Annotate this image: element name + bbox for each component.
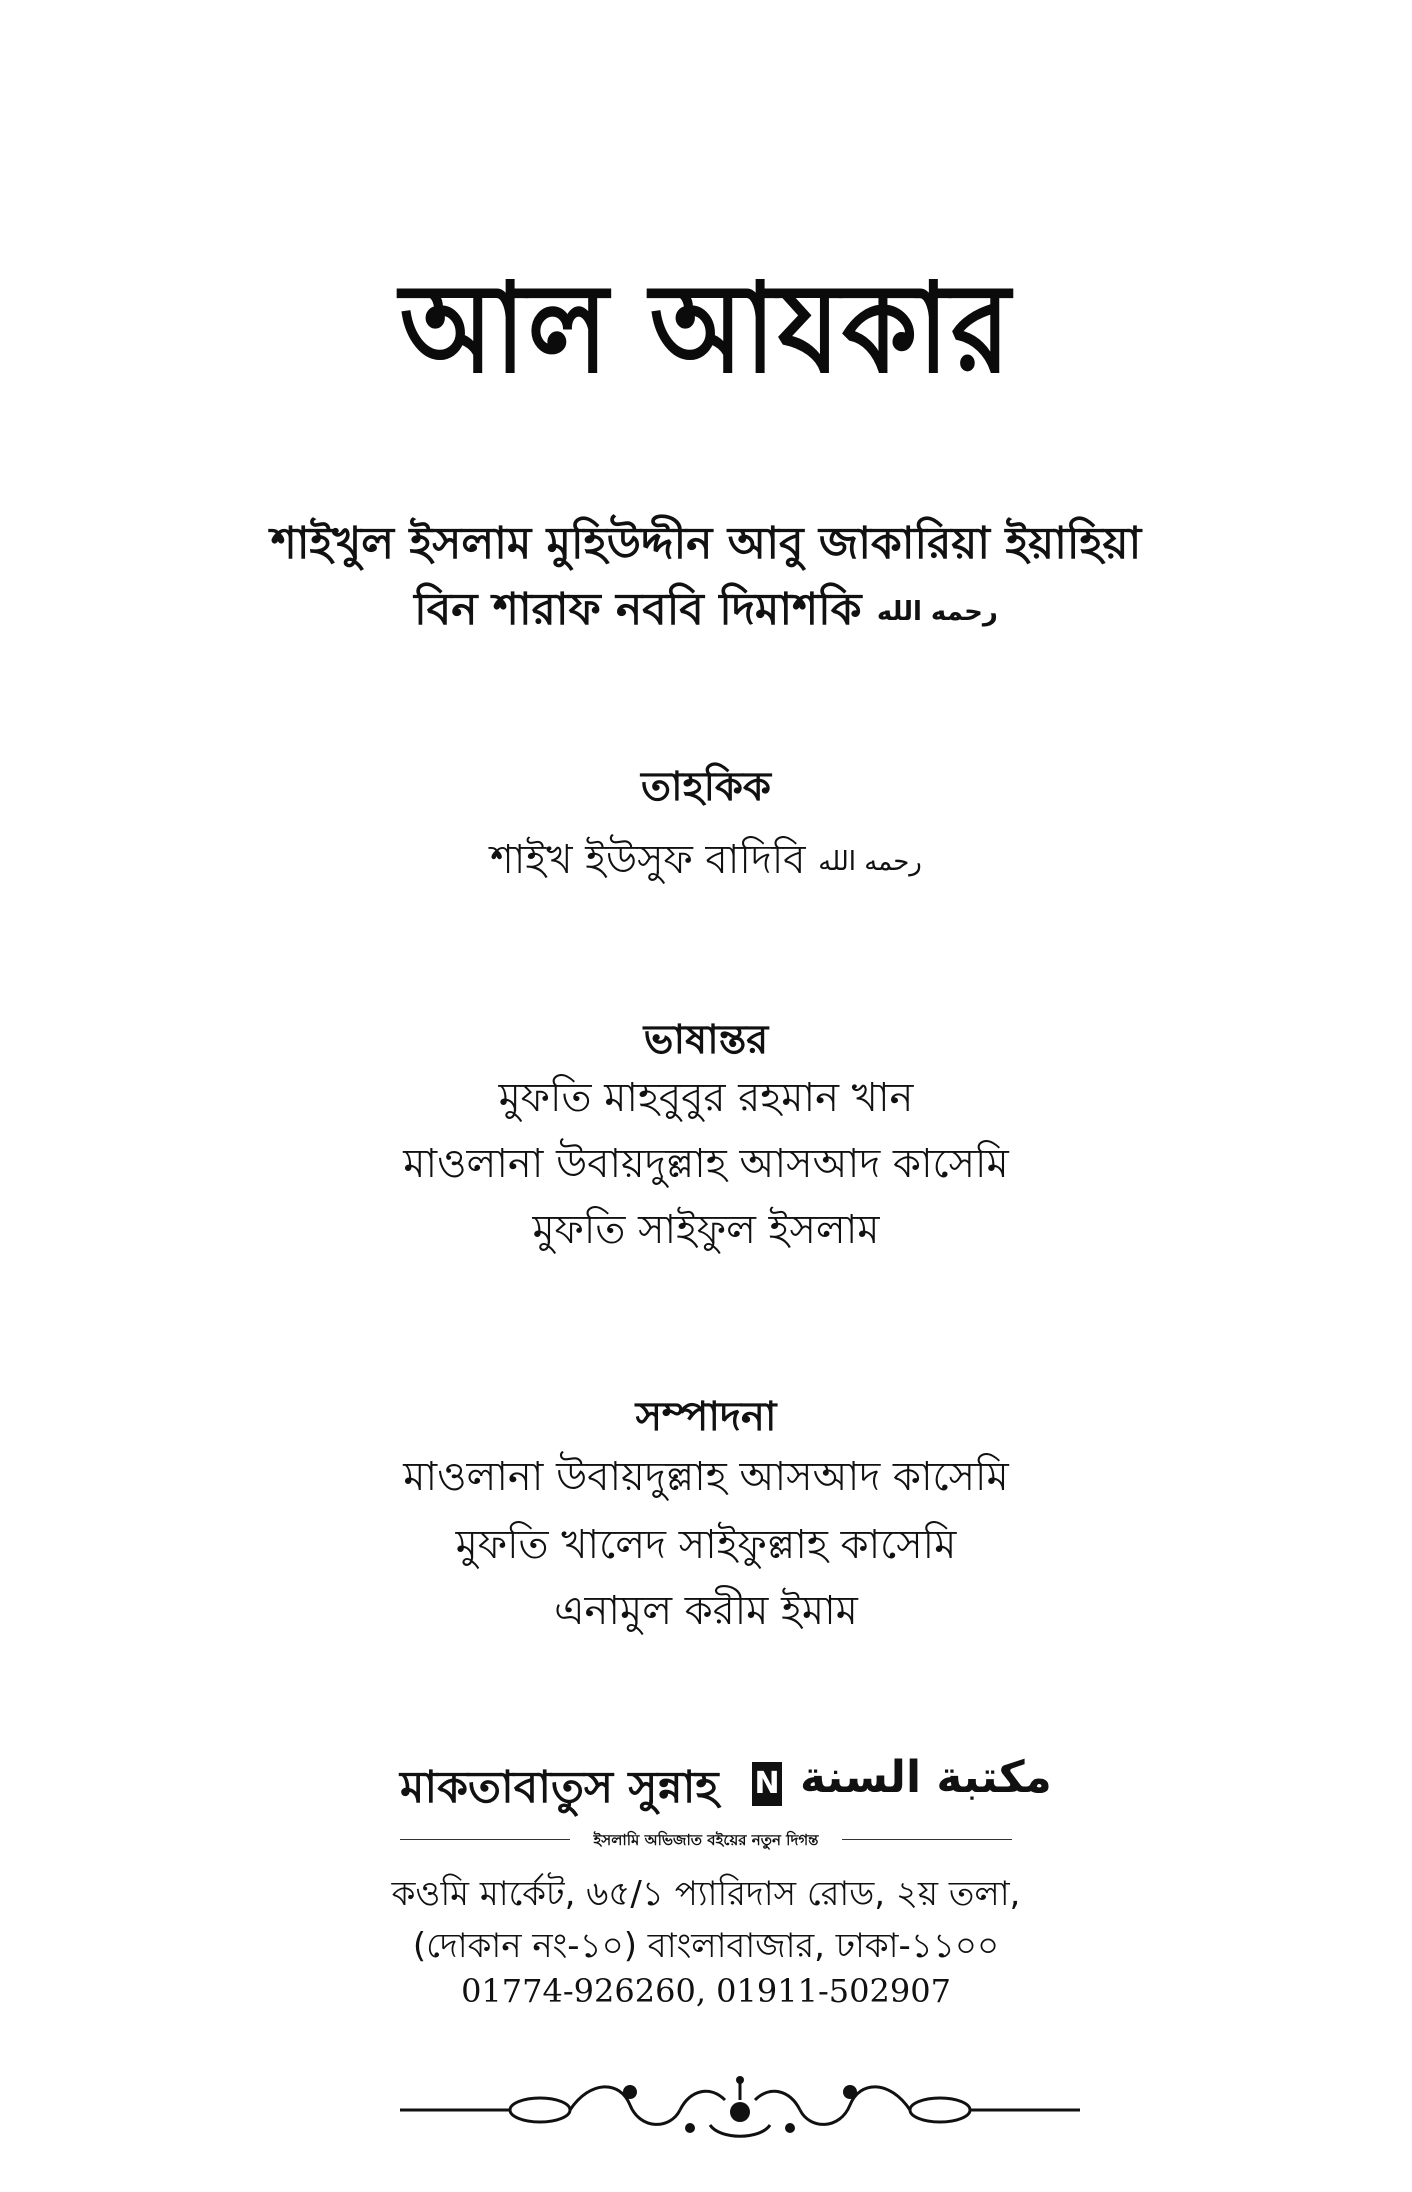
- publisher-badge-icon: N: [752, 1762, 782, 1806]
- publisher-tagline-row: [400, 1828, 1012, 1852]
- tahqiq-name-text: শাইখ ইউসুফ বাদিবি: [490, 837, 806, 883]
- publisher-name-arabic: مكتبة السنة: [800, 1752, 1052, 1803]
- floral-ornament-icon: [390, 2070, 1090, 2150]
- publisher-logo: [400, 1752, 1052, 1822]
- publisher-tagline: ইসলামি অভিজাত বইয়ের নতুন দিগন্ত: [593, 1831, 819, 1849]
- tagline-rule-left: [400, 1839, 570, 1840]
- tahqiq-heading: তাহকিক: [640, 764, 772, 810]
- translator-name: মাওলানা উবায়দুল্লাহ আসআদ কাসেমি: [403, 1141, 1009, 1187]
- editor-name: মুফতি খালেদ সাইফুল্লাহ কাসেমি: [455, 1522, 957, 1568]
- book-title: আল আযকার: [399, 257, 1013, 402]
- translator-name: মুফতি সাইফুল ইসলাম: [532, 1207, 880, 1253]
- tahqiq-honorific-glyph: رحمه الله: [818, 847, 922, 877]
- publisher-address-line-2: (দোকান নং-১০) বাংলাবাজার, ঢাকা-১১০০: [412, 1926, 1000, 1966]
- translation-heading: ভাষান্তর: [643, 1017, 769, 1063]
- tagline-rule-right: [842, 1839, 1012, 1840]
- editor-name: মাওলানা উবায়দুল্লাহ আসআদ কাসেমি: [403, 1454, 1009, 1500]
- editor-name: এনামুল করীম ইমাম: [554, 1588, 858, 1634]
- author-name-line-2-text: বিন শারাফ নববি দিমাশকি: [414, 584, 862, 635]
- translator-name: মুফতি মাহবুবুর রহমান খান: [498, 1075, 914, 1121]
- author-name-line-1: শাইখুল ইসলাম মুহিউদ্দীন আবু জাকারিয়া ইয়াহিয়া: [270, 518, 1142, 569]
- editing-heading: সম্পাদনা: [635, 1394, 777, 1440]
- author-honorific-glyph: رحمه الله: [876, 597, 998, 627]
- publisher-address-line-1: কওমি মার্কেট, ৬৫/১ প্যারিদাস রোড, ২য় তলা,: [391, 1874, 1021, 1914]
- publisher-phone-numbers: 01774-926260, 01911-502907: [461, 1972, 951, 2010]
- author-name-line-2: [0, 576, 1412, 649]
- tahqiq-name: [0, 828, 1412, 895]
- publisher-name-bengali: মাকতাবাতুস সুন্নাহ: [400, 1762, 719, 1813]
